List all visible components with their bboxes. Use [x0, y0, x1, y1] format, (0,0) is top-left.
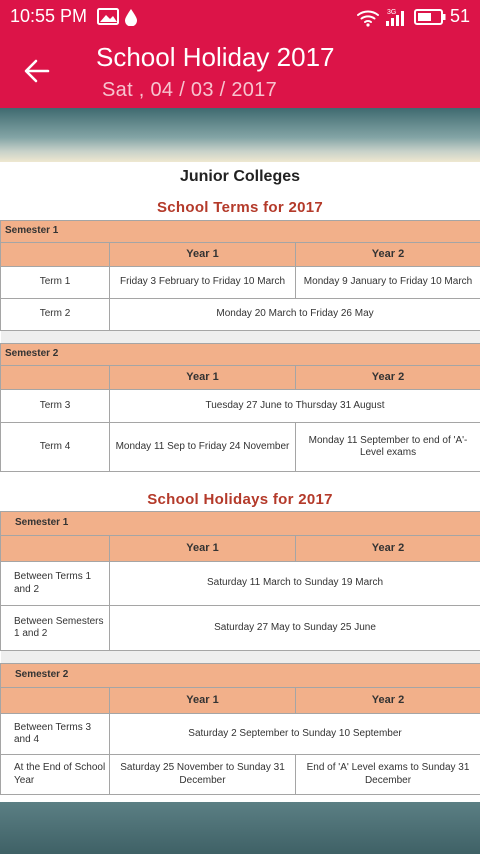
term-label: Term 1 — [1, 267, 110, 299]
school-holidays-title: School Holidays for 2017 — [147, 491, 333, 508]
year-header-row — [1, 243, 480, 267]
semester-1-label: Semester 1 — [1, 512, 480, 536]
status-system-icons — [356, 7, 448, 27]
holiday-period-label: Between Terms 3 and 4 — [1, 714, 110, 755]
table-row — [1, 606, 480, 651]
table-row — [1, 562, 480, 606]
semester-2-label: Semester 2 — [1, 664, 480, 688]
year-1-header: Year 1 — [110, 366, 296, 390]
water-drop-icon — [125, 9, 137, 26]
back-arrow-icon[interactable] — [24, 58, 50, 84]
holiday-period-label: Between Terms 1 and 2 — [1, 562, 110, 606]
term-dates-year-2: Monday 9 January to Friday 10 March — [296, 267, 480, 299]
school-holidays-table — [0, 511, 480, 795]
term-dates-year-2: Monday 11 September to end of 'A'-Level exams — [296, 423, 480, 472]
semester-1-label: Semester 1 — [1, 221, 480, 243]
table-row — [1, 423, 480, 472]
table-row — [1, 714, 480, 755]
semester-row — [1, 344, 480, 366]
status-notification-icons — [97, 8, 141, 26]
holiday-dates: Saturday 2 September to Sunday 10 September — [110, 714, 480, 755]
school-terms-table — [0, 220, 480, 472]
term-label: Term 3 — [1, 390, 110, 423]
year-1-header: Year 1 — [110, 243, 296, 267]
battery-icon — [415, 10, 446, 24]
holiday-period-label: Between Semesters 1 and 2 — [1, 606, 110, 651]
holiday-dates: Saturday 27 May to Sunday 25 June — [110, 606, 480, 651]
school-terms-title: School Terms for 2017 — [156, 199, 324, 216]
table-row — [1, 299, 480, 331]
wifi-icon — [358, 11, 378, 22]
term-label: Term 2 — [1, 299, 110, 331]
term-dates: Monday 20 March to Friday 26 May — [110, 299, 480, 331]
app-bar — [0, 34, 480, 108]
holiday-dates-year-2: End of 'A' Level exams to Sunday 31 December — [296, 755, 480, 795]
semester-row — [1, 664, 480, 688]
term-dates-year-1: Monday 11 Sep to Friday 24 November — [110, 423, 296, 472]
date-subtitle: Sat , 04 / 03 / 2017 — [102, 79, 278, 101]
year-1-header: Year 1 — [110, 688, 296, 714]
semester-row — [1, 221, 480, 243]
table-row — [1, 755, 480, 795]
year-header-row — [1, 366, 480, 390]
battery-level: 51 — [450, 6, 471, 26]
year-2-header: Year 2 — [296, 688, 480, 714]
document-heading: Junior Colleges — [179, 168, 301, 185]
network-type-label: 3G — [387, 9, 397, 16]
table-spacer — [1, 651, 480, 664]
holiday-period-label: At the End of School Year — [1, 755, 110, 795]
year-2-header: Year 2 — [296, 536, 480, 562]
table-spacer — [1, 331, 480, 344]
image-icon — [98, 9, 118, 24]
term-dates: Tuesday 27 June to Thursday 31 August — [110, 390, 480, 423]
term-label: Term 4 — [1, 423, 110, 472]
semester-2-label: Semester 2 — [1, 344, 480, 366]
year-header-row — [1, 688, 480, 714]
table-row — [1, 267, 480, 299]
year-header-row — [1, 536, 480, 562]
year-2-header: Year 2 — [296, 366, 480, 390]
header-banner-image — [0, 108, 480, 162]
footer-background — [0, 802, 480, 854]
table-row — [1, 390, 480, 423]
app-title: School Holiday 2017 — [96, 42, 335, 72]
status-time: 10:55 PM — [10, 6, 88, 26]
term-dates-year-1: Friday 3 February to Friday 10 March — [110, 267, 296, 299]
status-bar — [0, 0, 480, 34]
holiday-dates: Saturday 11 March to Sunday 19 March — [110, 562, 480, 606]
year-1-header: Year 1 — [110, 536, 296, 562]
semester-row — [1, 512, 480, 536]
year-2-header: Year 2 — [296, 243, 480, 267]
holiday-document — [0, 162, 480, 802]
holiday-dates-year-1: Saturday 25 November to Sunday 31 December — [110, 755, 296, 795]
